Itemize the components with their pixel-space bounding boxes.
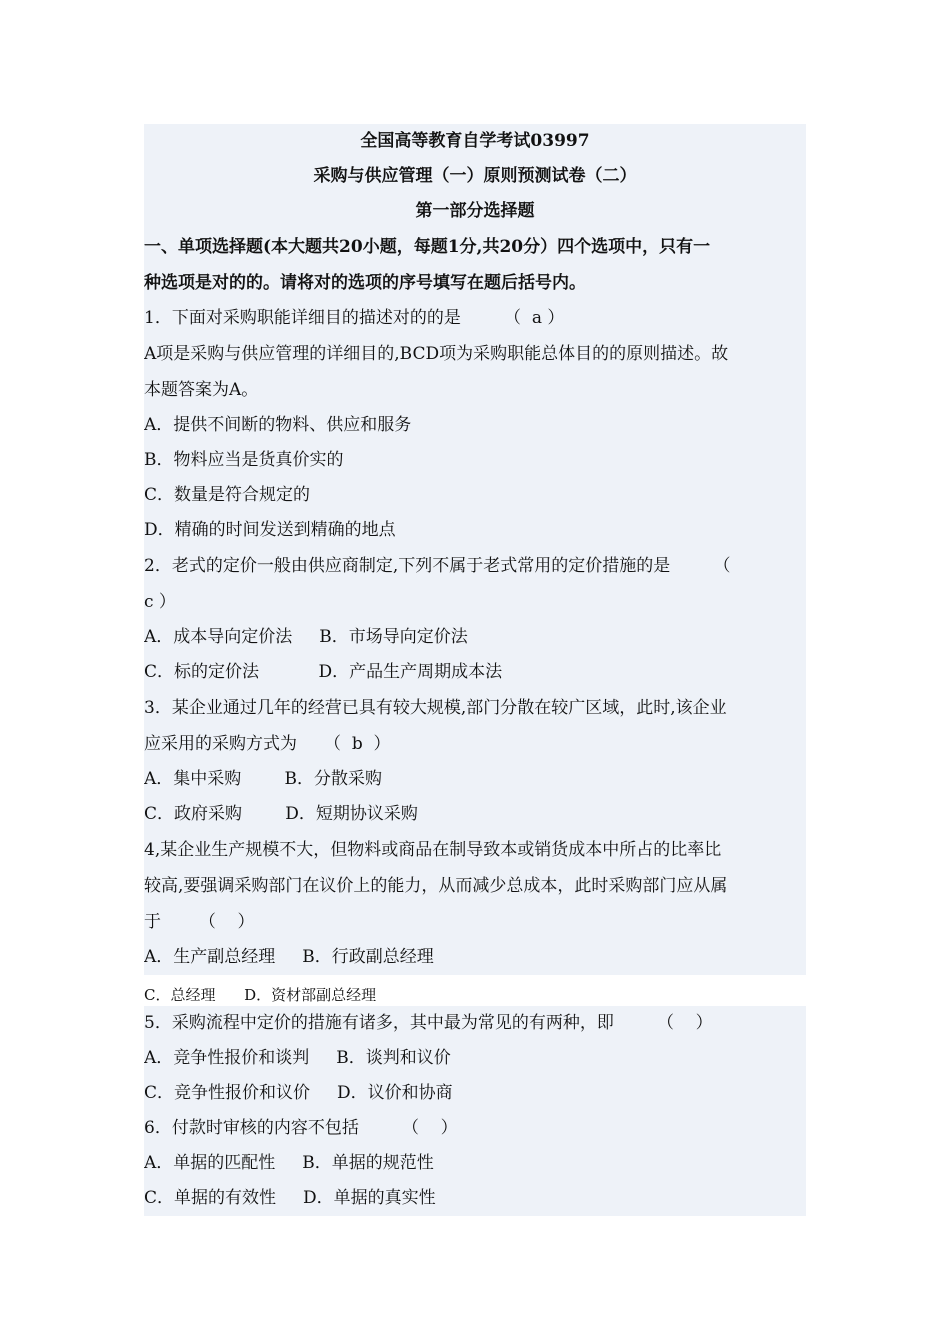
question-5-stem: 5．采购流程中定价的措施有诸多，其中最为常见的有两种，即 （ ）: [144, 1006, 806, 1041]
question-4-stem-line-2: 较高,要强调采购部门在议价上的能力，从而减少总成本，此时采购部门应从属: [144, 868, 806, 904]
question-6-stem: 6．付款时审核的内容不包括 （ ）: [144, 1111, 806, 1146]
exam-document: [144, 124, 806, 1216]
question-2-stem-line-2: c ）: [144, 584, 806, 620]
question-4-options-cd: C．总经理 D．资材部副总经理: [144, 975, 806, 1006]
question-1-note-line-1: A项是采购与供应管理的详细目的,BCD项为采购职能总体目的的原则描述。故: [144, 336, 806, 372]
question-2-options-ab: A．成本导向定价法 B．市场导向定价法: [144, 620, 806, 655]
question-1-option-d: D．精确的时间发送到精确的地点: [144, 513, 806, 548]
exam-subtitle: 采购与供应管理（一）原则预测试卷（二）: [144, 159, 806, 194]
question-1-option-a: A．提供不间断的物料、供应和服务: [144, 408, 806, 443]
question-1-option-c: C．数量是符合规定的: [144, 478, 806, 513]
question-2-stem-line-1: 2．老式的定价一般由供应商制定,下列不属于老式常用的定价措施的是 （: [144, 548, 806, 584]
question-4-stem-line-1: 4,某企业生产规模不大，但物料或商品在制导致本或销货成本中所占的比率比: [144, 832, 806, 868]
part-heading: 第一部分选择题: [144, 194, 806, 229]
question-6-options-cd: C．单据的有效性 D．单据的真实性: [144, 1181, 806, 1216]
exam-title: 全国高等教育自学考试03997: [144, 124, 806, 159]
question-3-stem-line-2: 应采用的采购方式为 （ b ）: [144, 726, 806, 762]
question-3-options-cd: C．政府采购 D．短期协议采购: [144, 797, 806, 832]
section-instructions-line-2: 种选项是对的的。请将对的选项的序号填写在题后括号内。: [144, 265, 806, 301]
question-2-options-cd: C．标的定价法 D．产品生产周期成本法: [144, 655, 806, 690]
question-5-options-cd: C．竞争性报价和议价 D．议价和协商: [144, 1076, 806, 1111]
question-5-options-ab: A．竞争性报价和谈判 B．谈判和议价: [144, 1041, 806, 1076]
question-1-option-b: B．物料应当是货真价实的: [144, 443, 806, 478]
question-1-note-line-2: 本题答案为A。: [144, 372, 806, 408]
question-3-stem-line-1: 3．某企业通过几年的经营已具有较大规模,部门分散在较广区域，此时,该企业: [144, 690, 806, 726]
question-4-options-ab: A．生产副总经理 B．行政副总经理: [144, 940, 806, 975]
question-3-options-ab: A．集中采购 B．分散采购: [144, 762, 806, 797]
question-6-options-ab: A．单据的匹配性 B．单据的规范性: [144, 1146, 806, 1181]
question-4-stem-line-3: 于 （ ）: [144, 904, 806, 940]
section-instructions-line-1: 一、单项选择题(本大题共20小题，每题1分,共20分）四个选项中，只有一: [144, 229, 806, 265]
question-1-stem: 1．下面对采购职能详细目的描述对的的是 （ a ）: [144, 301, 806, 336]
